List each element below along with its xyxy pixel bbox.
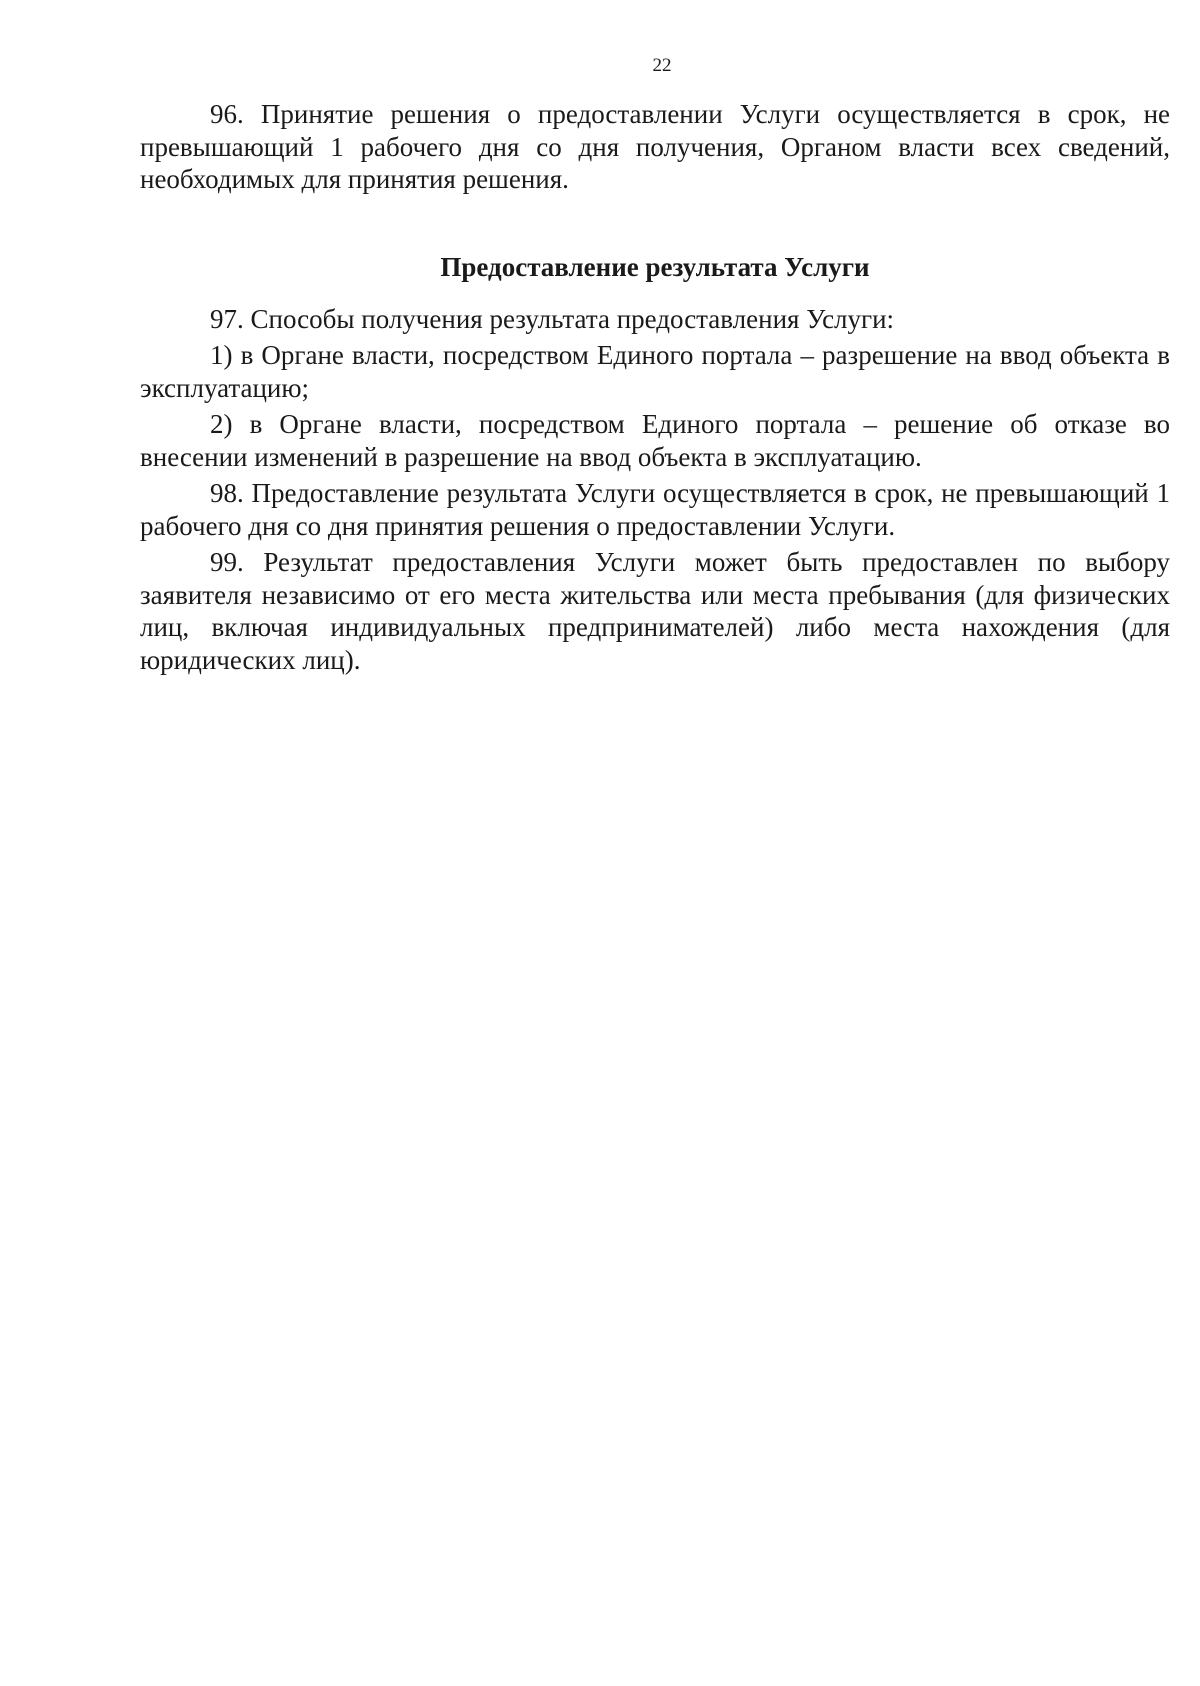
paragraph-98: 98. Предоставление результата Услуги осуществляется в срок, не превышающий 1 рабочего дня со дня принятия решения о предоставлении Услуги. — [140, 478, 1170, 541]
page-number: 22 — [652, 55, 672, 76]
list-item-97-1: 1) в Органе власти, посредством Единого портала – разрешение на ввод объекта в эксплуатацию; — [140, 340, 1170, 403]
paragraph-97: 97. Способы получения результата предоставления Услуги: — [210, 303, 895, 334]
paragraph-96: 96. Принятие решения о предоставлении Услуги осуществляется в срок, не превышающий 1 рабочего дня со дня получения, Органом власти всех сведений, необходимых для принятия решения. — [140, 99, 1170, 194]
document-body — [140, 98, 1170, 676]
list-item-97-2: 2) в Органе власти, посредством Единого портала – решение об отказе во внесении изменений в разрешение на ввод объекта в эксплуатацию. — [140, 409, 1170, 472]
section-heading: Предоставление результата Услуги — [440, 251, 870, 282]
paragraph-99: 99. Результат предоставления Услуги может быть предоставлен по выбору заявителя независимо от его места жительства или места пребывания (для физических лиц, включая индивидуальных предпринимателей) либо места нахождения (для юридических лиц). — [140, 547, 1170, 675]
